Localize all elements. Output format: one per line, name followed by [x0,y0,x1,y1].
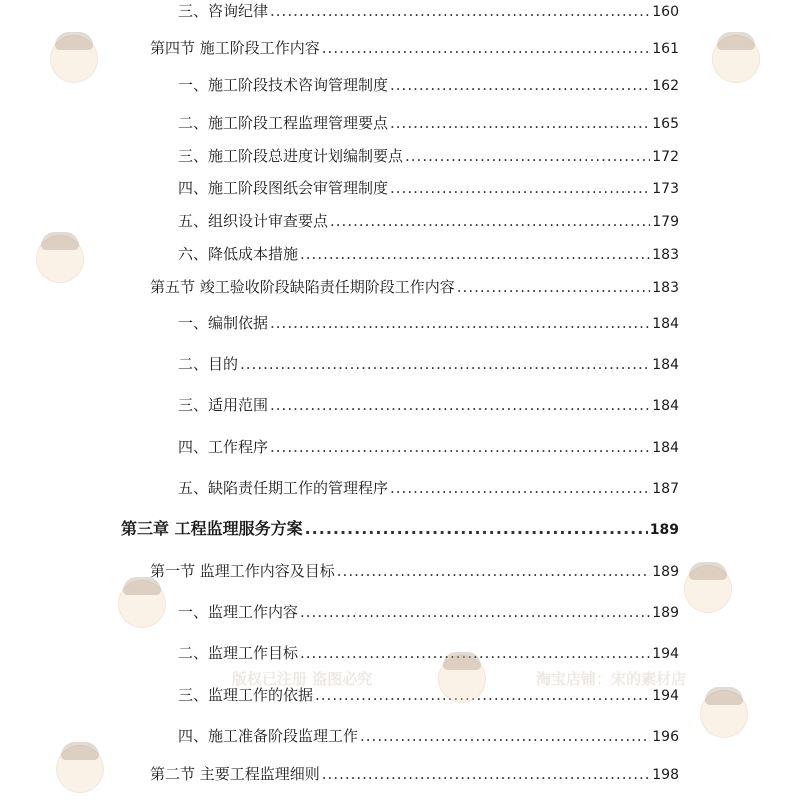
toc-entry [178,478,679,499]
watermark-face-icon [438,655,486,703]
toc-entry [178,178,679,199]
toc-leader-dots [270,313,650,333]
toc-entry-title: 第四节 施工阶段工作内容 [150,39,320,57]
toc-leader-dots [270,1,650,21]
toc-page-number: 160 [652,4,679,20]
toc-page-number: 184 [652,357,679,373]
toc-entry-title: 四、施工阶段图纸会审管理制度 [178,179,389,197]
toc-page-number: 189 [649,522,679,538]
toc-entry-title: 第三章 工程监理服务方案 [121,519,303,538]
toc-entry-title: 四、工作程序 [178,438,269,456]
toc-leader-dots [305,519,648,539]
toc-entry [178,726,679,747]
toc-page-number: 194 [652,646,679,662]
toc-page-number: 198 [652,767,679,783]
watermark-face-icon [50,35,98,83]
toc-page-number: 183 [652,280,679,296]
toc-entry-title: 二、监理工作目标 [178,644,299,662]
toc-page-number: 162 [652,78,679,94]
toc-leader-dots [300,244,650,264]
toc-entry [178,643,679,664]
toc-leader-dots [322,38,650,58]
toc-page-number: 161 [652,41,679,57]
toc-leader-dots [240,354,650,374]
toc-entry [178,244,679,265]
toc-entry-title: 四、施工准备阶段监理工作 [178,727,359,745]
toc-entry-title: 一、施工阶段技术咨询管理制度 [178,76,389,94]
toc-leader-dots [390,75,650,95]
toc-page-number: 179 [652,214,679,230]
toc-entry [178,602,679,623]
toc-page-number: 187 [652,481,679,497]
toc-entry-title: 第五节 竣工验收阶段缺陷责任期阶段工作内容 [150,278,455,296]
toc-entry-title: 第二节 主要工程监理细则 [150,765,320,783]
toc-page-number: 189 [652,605,679,621]
toc-entry [178,437,679,458]
toc-section-entry [150,764,679,785]
watermark-face-icon [56,745,104,793]
store-watermark: 淘宝店铺：宋的素材店 [536,670,687,688]
toc-leader-dots [390,478,650,498]
toc-entry [178,395,679,416]
toc-entry-title: 五、缺陷责任期工作的管理程序 [178,479,389,497]
toc-entry [178,146,679,167]
toc-page-number: 173 [652,181,679,197]
toc-leader-dots [270,437,650,457]
toc-leader-dots [300,602,650,622]
toc-entry [178,313,679,334]
toc-page-number: 165 [652,116,679,132]
toc-page-number: 184 [652,398,679,414]
copyright-watermark: 版权已注册 盗图必究 [232,670,373,688]
toc-entry-title: 第一节 监理工作内容及目标 [150,562,335,580]
toc-page-number: 184 [652,316,679,332]
toc-entry-title: 一、编制依据 [178,314,269,332]
toc-leader-dots [405,146,650,166]
watermark-face-icon [36,235,84,283]
toc-entry-title: 三、咨询纪律 [178,2,269,20]
toc-page-number: 183 [652,247,679,263]
toc-section-entry [150,277,679,298]
toc-leader-dots [337,561,650,581]
toc-entry [178,354,679,375]
toc-leader-dots [457,277,650,297]
toc-entry-title: 六、降低成本措施 [178,245,299,263]
toc-section-entry [150,38,679,59]
toc-entry-title: 二、施工阶段工程监理管理要点 [178,114,389,132]
toc-entry-title: 三、监理工作的依据 [178,686,314,704]
toc-entry-title: 五、组织设计审查要点 [178,212,329,230]
toc-entry-title: 一、监理工作内容 [178,603,299,621]
toc-entry [178,211,679,232]
toc-page-number: 184 [652,440,679,456]
watermark-face-icon [118,580,166,628]
toc-chapter-entry [121,519,679,540]
toc-section-entry [150,561,679,582]
watermark-face-icon [700,690,748,738]
toc-entry-title: 三、施工阶段总进度计划编制要点 [178,147,404,165]
toc-entry-title: 三、适用范围 [178,396,269,414]
toc-page-number: 172 [652,149,679,165]
toc-entry [178,1,679,22]
toc-leader-dots [390,113,650,133]
toc-entry [178,113,679,134]
toc-page-number: 194 [652,688,679,704]
watermark-face-icon [712,35,760,83]
toc-leader-dots [360,726,650,746]
watermark-face-icon [684,565,732,613]
toc-leader-dots [270,395,650,415]
toc-entry-title: 二、目的 [178,355,239,373]
toc-leader-dots [390,178,650,198]
toc-leader-dots [322,764,650,784]
toc-page-number: 196 [652,729,679,745]
toc-page-number: 189 [652,564,679,580]
toc-leader-dots [330,211,650,231]
toc-entry [178,75,679,96]
